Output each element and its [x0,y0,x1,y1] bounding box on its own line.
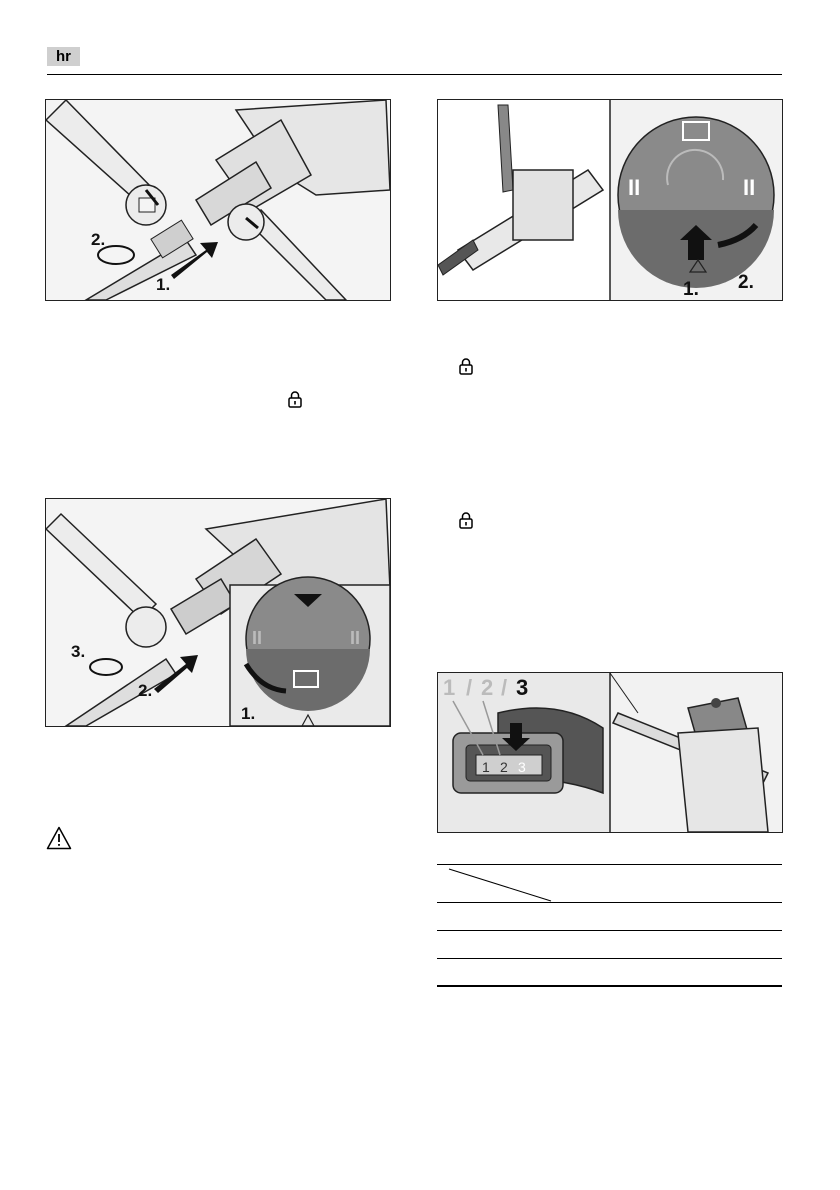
lock-icon [459,358,473,375]
speed-label-sep-2: / [501,675,508,700]
lock-icon [288,391,302,408]
speed-label-2: 2 [481,675,494,700]
fig2-step-2: 2. [738,272,754,293]
lock-icon [459,512,473,529]
table-bottom-rule [437,985,782,987]
speed-label-1: 1 [443,675,456,700]
svg-text:II: II [252,628,263,648]
header-rule [47,74,782,75]
figure-spindle-lock-dial [437,99,783,301]
table-row-rule [437,902,782,903]
svg-text:II: II [350,628,361,648]
pause-icon-right: II [743,175,756,200]
fig3-step-1: 1. [241,704,256,723]
table-header-diagonal [437,865,557,903]
switch-digit-2: 2 [500,759,508,775]
figure-speed-switch [437,672,783,833]
figure-mixing-paddle-mount [45,99,391,301]
table-row-rule [437,958,782,959]
speed-label-3: 3 [516,675,529,700]
fig2-step-1: 1. [683,279,699,300]
language-tag: hr [47,47,80,66]
table-row-rule [437,930,782,931]
fig1-step-1: 1. [156,275,171,294]
fig1-step-2: 2. [91,230,106,249]
pause-icon-left: II [628,175,641,200]
figure-mixing-paddle-removal [45,498,391,727]
fig3-step-3: 3. [71,642,86,661]
fig3-step-2: 2. [138,681,153,700]
switch-digit-3: 3 [518,759,526,775]
speed-label-sep-1: / [466,675,473,700]
warning-triangle-icon [46,826,72,850]
switch-digit-1: 1 [482,759,490,775]
